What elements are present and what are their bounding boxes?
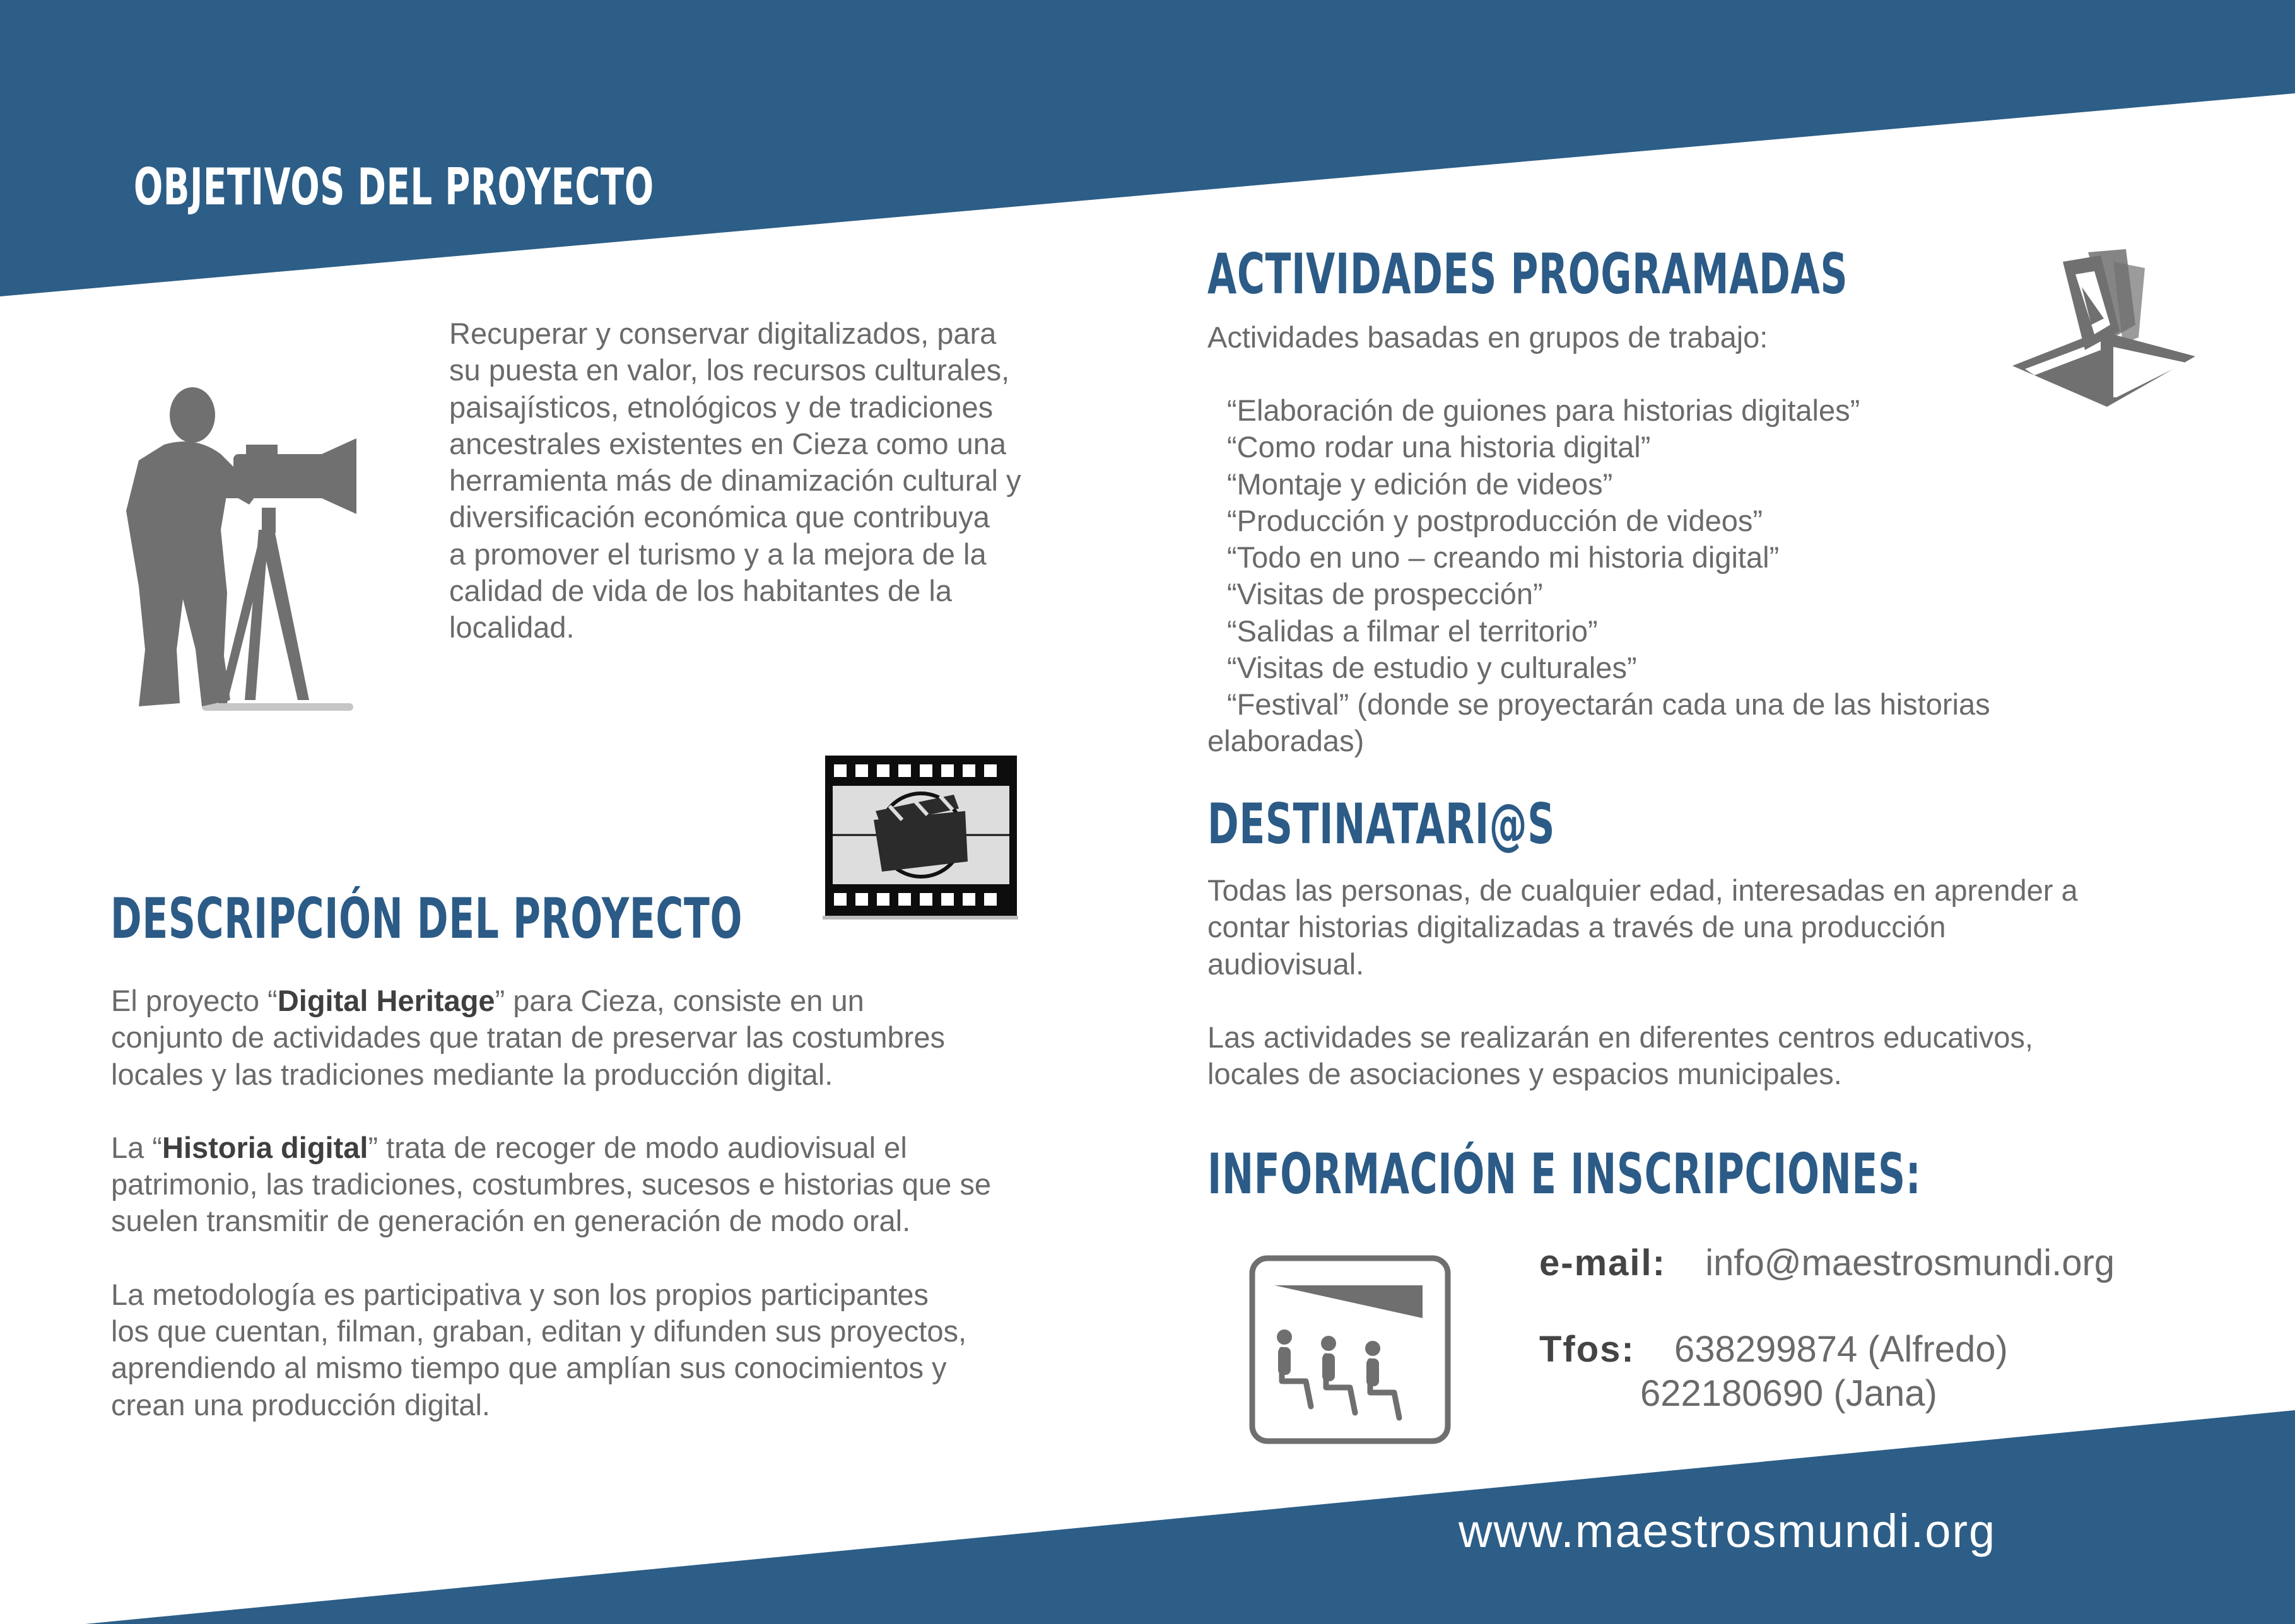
list-item: “Visitas de prospección” <box>1227 577 1543 611</box>
descripcion-title: DESCRIPCIÓN DEL PROYECTO <box>110 886 743 951</box>
list-item: “Festival” (donde se proyectarán cada una de las historias <box>1227 687 1990 721</box>
email-label: e-mail: <box>1539 1242 1666 1283</box>
film-clapper-icon <box>820 751 1022 921</box>
list-item: “Producción y postproducción de videos” <box>1227 503 1763 537</box>
actividades-last-line: elaboradas) <box>1207 724 1365 757</box>
phone-label: Tfos: <box>1539 1329 1635 1370</box>
website-url[interactable]: www.maestrosmundi.org <box>1459 1505 1997 1557</box>
list-item: “Visitas de estudio y culturales” <box>1227 651 1637 685</box>
phone-1[interactable]: 638299874 (Alfredo) <box>1674 1329 2008 1370</box>
phone-2[interactable]: 622180690 (Jana) <box>1640 1373 1937 1414</box>
objetivos-title: OBJETIVOS DEL PROYECTO <box>134 158 654 216</box>
phone-line-1 <box>1539 1328 2008 1372</box>
destinatarios-title: DESTINATARI@S <box>1207 792 1556 856</box>
camera-operator-icon <box>101 385 366 725</box>
historia-digital-bold: Historia digital <box>162 1130 368 1164</box>
descripcion-text: El proyecto “Digital Heritage” para Cieza, consiste en un conjunto de actividades que tratan de preservar las costumbres locales y las tradiciones mediante la producción digital. La “Historia digital” trata de recoger de modo audiovisual el patrimonio, las tradiciones, costumbres, sucesos e historias que se suelen transmitir de generación en generación de modo oral. La metodología es participativa y son los propios participantes los que cuentan, filman, graban, editan y difunden sus proyectos, aprendiendo al mismo tiempo que amplían sus conocimientos y crean una producción digital. <box>111 984 991 1422</box>
cinema-audience-icon <box>1249 1255 1451 1444</box>
informacion-title: INFORMACIÓN E INSCRIPCIONES: <box>1207 1142 1922 1206</box>
list-item: “Montaje y edición de videos” <box>1227 467 1613 501</box>
destinatarios-text: Todas las personas, de cualquier edad, interesadas en aprender a contar historias digitalizadas a través de una producción audiovisual. Las actividades se realizarán en diferentes centros educativos, locales de asociaciones y espacios municipales. <box>1207 873 2078 1091</box>
list-item: “Todo en uno – creando mi historia digital” <box>1227 540 1780 575</box>
email-line <box>1539 1241 2115 1285</box>
actividades-title: ACTIVIDADES PROGRAMADAS <box>1207 242 1848 307</box>
open-book-icon <box>2006 249 2208 419</box>
actividades-list <box>1227 392 1990 723</box>
list-item: “Salidas a filmar el territorio” <box>1227 614 1598 648</box>
email-link[interactable]: info@maestrosmundi.org <box>1705 1242 2115 1283</box>
actividades-intro: Actividades basadas en grupos de trabajo: <box>1207 320 1768 354</box>
list-item: “Elaboración de guiones para historias digitales” <box>1227 394 1860 427</box>
digital-heritage-bold: Digital Heritage <box>277 984 495 1017</box>
objetivos-text: Recuperar y conservar digitalizados, para su puesta en valor, los recursos culturales, paisajísticos, etnológicos y de tradiciones ancestrales existentes en Cieza como una herramienta más de dinamización cultural y diversificación económica que contribuya a promover el turismo y a la mejora de la calidad de vida de los habitantes de la localidad. <box>449 317 1021 645</box>
phone-line-2 <box>1640 1372 1937 1416</box>
list-item: “Como rodar una historia digital” <box>1227 430 1651 464</box>
